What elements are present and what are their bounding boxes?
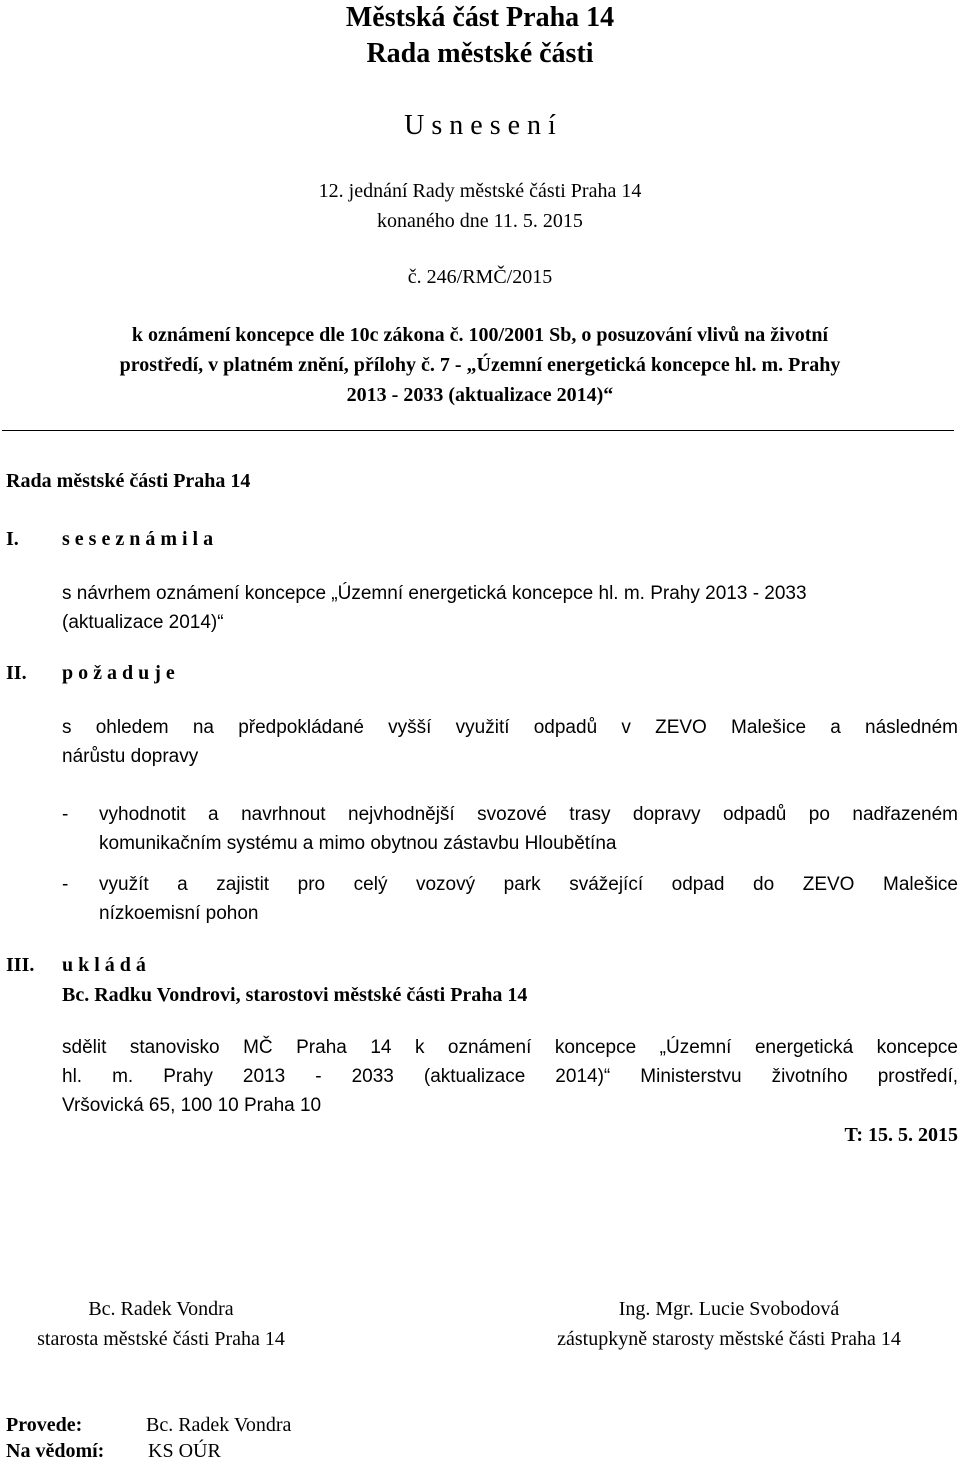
na-vedomi-label: Na vědomí: bbox=[6, 1440, 105, 1462]
provede-label: Provede: bbox=[6, 1414, 83, 1436]
provede-value: Bc. Radek Vondra bbox=[146, 1414, 292, 1436]
list-item-1-line-1: vyhodnotit a navrhnout nejvhodnější svozové trasy dopravy odpadů po nadřazeném bbox=[99, 804, 958, 825]
office-title: Městská část Praha 14 bbox=[345, 2, 615, 33]
list-item-2-line-2: nízkoemisní pohon bbox=[99, 903, 259, 924]
meeting-line: 12. jednání Rady městské části Praha 14 bbox=[318, 180, 642, 202]
left-signatory-role: starosta městské části Praha 14 bbox=[37, 1328, 285, 1350]
list-item-1-dash: - bbox=[62, 804, 69, 825]
council-title: Rada městské části bbox=[366, 38, 594, 69]
subject-line-2: prostředí, v platném znění, přílohy č. 7 - „Územní energetická koncepce hl. m. Prahy bbox=[119, 354, 841, 376]
council-name: Rada městské části Praha 14 bbox=[6, 470, 251, 492]
na-vedomi-value: KS OÚR bbox=[148, 1440, 221, 1462]
subject-line-1: k oznámení koncepce dle 10c zákona č. 100/2001 Sb, o posuzování vlivů na životní bbox=[131, 324, 829, 346]
deadline: T: 15. 5. 2015 bbox=[844, 1124, 958, 1146]
resolution-number: č. 246/RMČ/2015 bbox=[407, 266, 553, 288]
section-3-addressee: Bc. Radku Vondrovi, starostovi městské části Praha 14 bbox=[62, 984, 528, 1006]
meeting-date: konaného dne 11. 5. 2015 bbox=[377, 210, 583, 232]
section-2-verb: p o ž a d u j e bbox=[62, 662, 175, 684]
section-3-numeral: III. bbox=[6, 954, 35, 976]
section-3-text-line-3: Vršovická 65, 100 10 Praha 10 bbox=[62, 1095, 322, 1116]
left-signatory-name: Bc. Radek Vondra bbox=[88, 1298, 234, 1320]
section-1-verb: s e s e z n á m i l a bbox=[62, 528, 214, 550]
document-type: U s n e s e n í bbox=[404, 110, 556, 141]
list-item-1-line-2: komunikačním systému a mimo obytnou zástavbu Hloubětína bbox=[99, 833, 617, 854]
right-signatory-role: zástupkyně starosty městské části Praha 14 bbox=[557, 1328, 901, 1350]
right-signatory-name: Ing. Mgr. Lucie Svobodová bbox=[618, 1298, 840, 1320]
subject-line-3: 2013 - 2033 (aktualizace 2014)“ bbox=[346, 384, 614, 406]
separator-line bbox=[2, 430, 954, 431]
list-item-2-dash: - bbox=[62, 874, 69, 895]
section-1-text-line-2: (aktualizace 2014)“ bbox=[62, 612, 224, 633]
section-3-verb: u k l á d á bbox=[62, 954, 146, 976]
list-item-2-line-1: využít a zajistit pro celý vozový park svážející odpad do ZEVO Malešice bbox=[99, 874, 958, 895]
section-2-numeral: II. bbox=[6, 662, 27, 684]
section-3-text-line-1: sdělit stanovisko MČ Praha 14 k oznámení koncepce „Územní energetická koncepce bbox=[62, 1037, 958, 1058]
section-2-intro-line-1: s ohledem na předpokládané vyšší využití odpadů v ZEVO Malešice a následném bbox=[62, 717, 958, 738]
section-3-text-line-2: hl. m. Prahy 2013 - 2033 (aktualizace 2014)“ Ministerstvu životního prostředí, bbox=[62, 1066, 958, 1087]
section-1-text-line-1: s návrhem oznámení koncepce „Územní energetická koncepce hl. m. Prahy 2013 - 2033 bbox=[62, 583, 807, 604]
section-1-numeral: I. bbox=[6, 528, 19, 550]
section-2-intro-line-2: nárůstu dopravy bbox=[62, 746, 199, 767]
